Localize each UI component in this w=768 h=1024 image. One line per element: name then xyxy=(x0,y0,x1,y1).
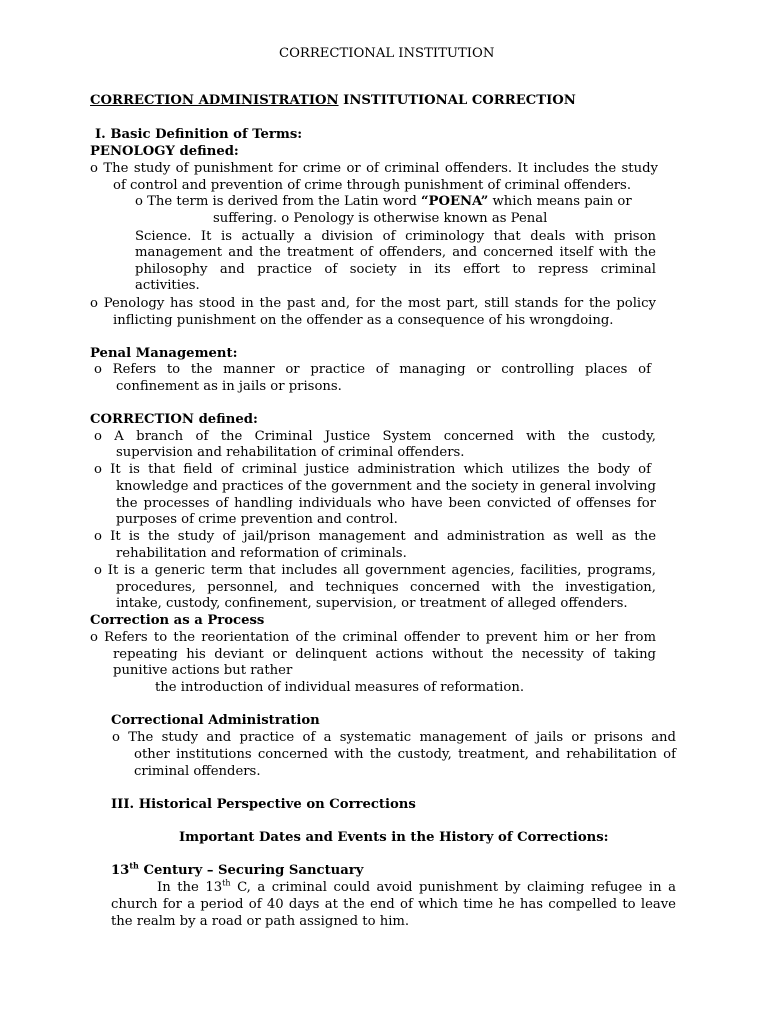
penology-line: o Penology has stood in the past and, for the most part, still stands for the policy xyxy=(90,296,656,311)
correctional-administration-title: Correctional Administration xyxy=(111,713,320,728)
correction-line: o It is the study of jail/prison management and administration as well as the xyxy=(94,529,656,544)
century-text: In the 13 xyxy=(157,880,223,895)
section-3-title: III. Historical Perspective on Corrections xyxy=(111,797,416,812)
important-dates-title: Important Dates and Events in the History of Corrections: xyxy=(179,830,609,845)
penology-line: management and the treatment of offenders, and concerned itself with the xyxy=(135,245,656,260)
century-title: Century – Securing Sanctuary xyxy=(138,863,364,878)
latin-word-poena: “POENA” xyxy=(420,194,489,209)
penology-line xyxy=(135,194,632,210)
correction-line: supervision and rehabilitation of criminal offenders. xyxy=(116,445,465,460)
heading-rest: INSTITUTIONAL CORRECTION xyxy=(338,93,576,108)
admin-line: other institutions concerned with the custody, treatment, and rehabilitation of xyxy=(134,747,676,762)
penology-line: philosophy and practice of society in its effort to repress criminal xyxy=(135,262,656,277)
century-heading xyxy=(111,860,364,879)
section-1-title: I. Basic Definition of Terms: xyxy=(95,127,303,142)
correction-line: o A branch of the Criminal Justice System concerned with the custody, xyxy=(94,429,656,444)
correction-line: intake, custody, confinement, supervision, or treatment of alleged offenders. xyxy=(116,596,628,611)
penology-line: suffering. o Penology is otherwise known as Penal xyxy=(213,211,548,226)
century-superscript: th xyxy=(129,860,139,871)
process-line: o Refers to the reorientation of the criminal offender to prevent him or her from xyxy=(90,630,656,645)
century-paragraph-line xyxy=(157,880,676,896)
penology-line: activities. xyxy=(135,278,200,293)
latin-word-suffix: which means pain or xyxy=(488,194,632,209)
correction-line: the processes of handling individuals who have been convicted of offenses for xyxy=(116,496,656,511)
penal-management-line: o Refers to the manner or practice of managing or controlling places of xyxy=(94,362,651,377)
correction-line: o It is a generic term that includes all government agencies, facilities, programs, xyxy=(94,563,656,578)
penology-line: inflicting punishment on the offender as a consequence of his wrongdoing. xyxy=(113,313,614,328)
admin-line: criminal offenders. xyxy=(134,764,261,779)
main-heading xyxy=(90,93,576,109)
correction-line: procedures, personnel, and techniques concerned with the investigation, xyxy=(116,580,656,595)
correction-line: o It is that field of criminal justice administration which utilizes the body of xyxy=(94,462,651,477)
penology-line: of control and prevention of crime through punishment of criminal offenders. xyxy=(113,178,632,193)
admin-line: o The study and practice of a systematic management of jails or prisons and xyxy=(112,730,676,745)
correction-line: knowledge and practices of the government and the society in general involving xyxy=(116,479,656,494)
century-text: C, a criminal could avoid punishment by claiming refugee in a xyxy=(230,880,676,895)
penal-management-title: Penal Management: xyxy=(90,346,238,361)
penology-title: PENOLOGY defined: xyxy=(90,144,239,159)
correction-title: CORRECTION defined: xyxy=(90,412,258,427)
century-number: 13 xyxy=(111,863,130,878)
process-line: repeating his deviant or delinquent actions without the necessity of taking xyxy=(113,647,656,662)
penology-line: o The study of punishment for crime or of criminal offenders. It includes the study xyxy=(90,161,658,176)
penal-management-line: confinement as in jails or prisons. xyxy=(116,379,342,394)
correction-line: purposes of crime prevention and control. xyxy=(116,512,398,527)
process-line: the introduction of individual measures of reformation. xyxy=(155,680,525,695)
process-title: Correction as a Process xyxy=(90,613,265,628)
correction-line: rehabilitation and reformation of criminals. xyxy=(116,546,407,561)
century-paragraph-line: church for a period of 40 days at the end of which time he has compelled to leave xyxy=(111,897,676,912)
document-title: CORRECTIONAL INSTITUTION xyxy=(279,46,495,61)
century-superscript: th xyxy=(222,878,231,888)
penology-line: Science. It is actually a division of criminology that deals with prison xyxy=(135,229,656,244)
process-line: punitive actions but rather xyxy=(113,663,293,678)
heading-underlined: CORRECTION ADMINISTRATION xyxy=(90,93,339,108)
century-paragraph-line: the realm by a road or path assigned to him. xyxy=(111,914,410,929)
latin-word-prefix: o The term is derived from the Latin word xyxy=(135,194,421,209)
